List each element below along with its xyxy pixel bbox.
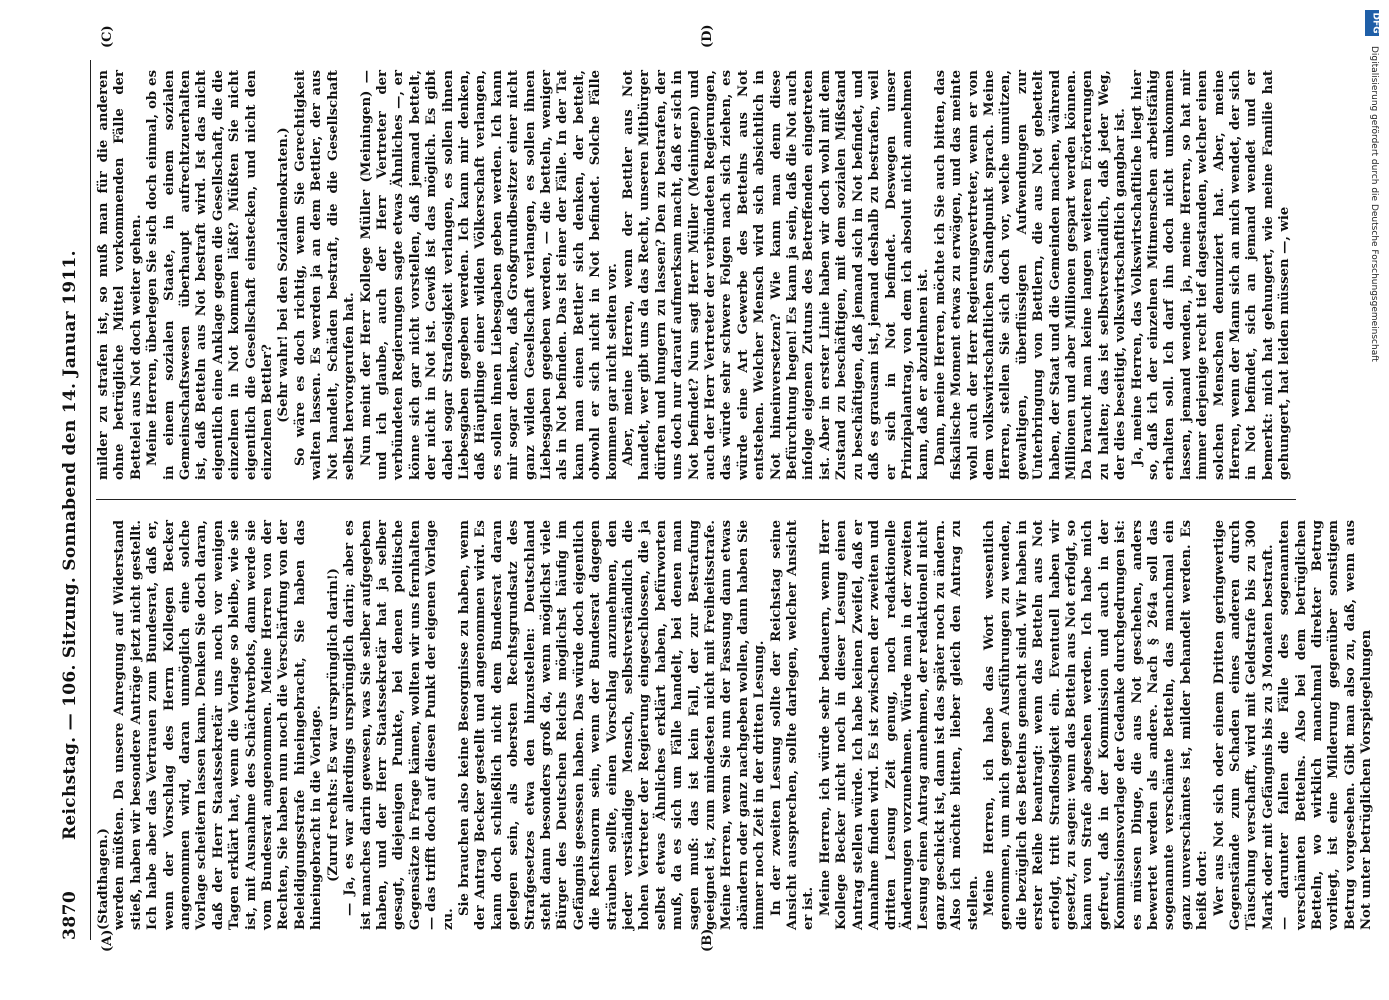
margin-marker-b: (B) — [700, 928, 715, 952]
speaker-tag: (Stadthagen.) — [96, 828, 111, 930]
paragraph: In der zweiten Lesung sollte der Reichstag seine Ansicht aussprechen, sollte darlegen, welcher Ansicht er ist. — [768, 520, 817, 930]
page-header — [60, 60, 86, 940]
paragraph: — darunter fallen die Fälle des sogenannten verschämten Bettelns. Also bei dem betrüglichen Betteln, wo wirklich manchmal direkter Betrug vorliegt, ist eine Milderung gegenüber sonstigem Betrug vorgesehen. Gibt man also zu, daß, wenn aus Not unter betrüglichen Vorspiegelungen — [1277, 520, 1375, 930]
page-number: 3870 — [60, 890, 80, 940]
margin-marker-a: (A) — [100, 929, 115, 952]
paragraph: Meine Herren, ich würde sehr bedauern, wenn Herr Kollege Becker nicht noch in dieser Lesung einen Antrag stellen würde. Ich habe keinen Zweifel, daß er Annahme finden wird. Es ist zwischen der zweiten und dritten Lesung Zeit genug, noch redaktionelle Änderungen vorzunehmen. Würde man in der zweiten Lesung einen Antrag annehmen, der redaktionell nicht ganz geschickt ist, dann ist das später noch zu ändern. Also ich möchte bitten, lieber gleich den Antrag zu stellen. — [817, 520, 981, 930]
text-column-right — [96, 70, 1296, 480]
margin-marker-c: (C) — [100, 25, 115, 48]
margin-marker-d: (D) — [700, 24, 715, 48]
paragraph: Meine Herren, ich habe das Wort wesentlich genommen, um mich gegen Ausführungen zu wenden, die bezüglich des Bettelns gemacht sind. Wir haben in erster Reihe beantragt: wenn das Betteln aus Not erfolgt, tritt Straflosigkeit ein. Eventuell haben wir gesetzt, zu sagen: wenn das Betteln aus Not erfolgt, so kann von Strafe abgesehen werden. Ich habe mich gefreut, daß in der Kommission und auch in der Kommissionsvorlage der Gedanke durchgedrungen ist: es müssen Dinge, die aus Not geschehen, anders bewertet werden als andere. Nach § 264a soll das sogenannte verschämte Betteln, das manchmal ein ganz unverschämtes ist, milder behandelt werden. Es heißt dort: — [981, 520, 1211, 930]
text-column-left — [96, 520, 1375, 930]
paragraph: Dann, meine Herren, möchte ich Sie auch bitten, das fiskalische Moment etwas zu erwägen, und das meinte wohl auch der Herr Regierungsvertreter, wenn er von dem volkswirtschaftlichen Standpunkt sprach. Meine Herren, stellen Sie sich doch vor, welche unnützen, gewaltigen, überflüssigen Aufwendungen zur Unterbringung von Bettlern, die aus Not gebettelt haben, der Staat und die Gemeinden machen, während Millionen und aber Millionen gespart werden können. Da braucht man keine langen weiteren Erörterungen zu halten; das ist selbstverständlich, daß jeder Weg, der dies beseitigt, volkswirtschaftlich gangbar ist. — [932, 70, 1129, 480]
column-divider — [96, 499, 1296, 500]
digitization-credit — [1365, 10, 1379, 990]
dfg-logo: DFG — [1365, 10, 1379, 36]
credit-text: Digitalisierung gefördert durch die Deutsche Forschungsgemeinschaft — [1369, 46, 1379, 362]
paragraph: So wäre es doch richtig, wenn Sie Gerechtigkeit walten lassen. Es werden ja an dem Bettler, der aus Not handelt, Schäden bestraft, die die Gesellschaft selbst hervorgerufen hat. — [292, 70, 358, 480]
paragraph: — Ja, es war allerdings ursprünglich darin; aber es ist manches darin gewesen, was Sie selber aufgegeben haben, und der Herr Staatssekretär hat ja selber gesagt, diejenigen Punkte, bei denen politische Gegensätze in Frage kämen, wollten wir uns fernhalten — das trifft doch auf diesen Punkt der eigenen Vorlage zu. — [342, 520, 456, 930]
paragraph: Aber, meine Herren, wenn der Bettler aus Not handelt, wer gibt uns da das Recht, unseren Mitbürger dürften und hungern zu lassen? Den zu bestrafen, der uns doch nur darauf aufmerksam macht, daß er sich in Not befindet? Nun sagt Herr Müller (Meiningen) und auch der Herr Vertreter der verbündeten Regierungen, das würde sehr schwere Folgen nach sich ziehen, es würde eine Art Gewerbe des Bettelns aus Not entstehen. Welcher Mensch wird sich absichtlich in Not hineinversetzen? Wie kann man denn diese Befürchtung hegen! Es kann ja sein, daß die Not auch infolge eigenen Zutuns des Betreffenden eingetreten ist. Aber in erster Linie haben wir doch wohl mit dem Zustand zu beschäftigen, mit dem sozialen Mißstand zu beschäftigen, daß jemand sich in Not befindet, und daß es grausam ist, jemand deshalb zu bestrafen, weil er sich in Not befindet. Deswegen unser Prinzipalantrag, von dem ich absolut nicht annehmen kann, daß er abzulehnen ist. — [621, 70, 932, 480]
interjection: (Zuruf rechts: Es war ursprünglich darin!) — [325, 568, 341, 882]
page-title: Reichstag. — 106. Sitzung. Sonnabend den 14. Januar 1911. — [60, 250, 80, 840]
paragraph: Nun meint der Herr Kollege Müller (Meiningen) — und ich glaube, auch der Herr Vertreter der verbündeten Regierungen sagte etwas Ähnliches —, er könne sich gar nicht vorstellen, daß jemand bettelt, der nicht in Not ist. Gewiß ist das möglich. Es gibt dabei sogar Straflosigkeit verlangen, es sollen ihnen Liebesgaben gegeben werden. Ich kann mir denken, daß Häuptlinge einer wilden Völkerschaft verlangen, es sollen ihnen Liebesgaben geben werden. Ich kann mir sogar denken, daß Großgrundbesitzer einer nicht ganz wilden Gesellschaft verlangen, es sollen ihnen Liebesgaben gegeben werden, — die betteln, weniger als in Not befinden. Das ist einer der Fälle. In der Tat kann man einen Bettler sich denken, der bettelt, obwohl er sich nicht in Not befindet. Solche Fälle kommen gar nicht selten vor. — [358, 70, 620, 480]
paragraph: Meine Herren, überlegen Sie sich doch einmal, ob es in einem sozialen Staate, in einem sozialen Gemeinschaftswesen überhaupt aufrechtzuerhalten ist, daß Betteln aus Not bestraft wird. Ist das nicht eigentlich eine Anklage gegen die Gesellschaft, die die einzelnen in Not kommen läßt? Müßten Sie nicht eigentlich die Gesellschaft einstecken, und nicht den einzelnen Bettler? — [145, 70, 276, 480]
paragraph: milder zu strafen ist, so muß man für die anderen ohne betrügliche Mittel vorkommenden Fälle der Bettelei aus Not doch weiter gehen. — [96, 70, 144, 480]
interjection: (Sehr wahr! bei den Sozialdemokraten.) — [276, 127, 292, 423]
quotation: Wer aus Not sich oder einem Dritten geringwertige Gegenstände zum Schaden eines anderen durch Täuschung verschafft, wird mit Geldstrafe bis zu 300 Mark oder mit Gefängnis bis zu 3 Monaten bestraft. — [1211, 520, 1276, 930]
header-rule — [90, 60, 91, 940]
paragraph: Sie brauchen also keine Besorgnisse zu haben, wenn der Antrag Becker gestellt und angenommen wird. Es kann doch schließlich nicht dem Bundesrat daran gelegen sein, als obersten Rechtsgrundsatz des Strafgesetzes etwa den hinzustellen: Deutschland steht dann besonders groß da, wenn möglichst viele Bürger des Deutschen Reichs möglichst häufig im Gefängnis gesessen haben. Das würde doch eigentlich die Rechtsnorm sein, wenn der Bundesrat dagegen sträuben sollte, einen Vorschlag anzunehmen, den jeder verständige Mensch, selbstverständlich die hohen Vertreter der Regierung eingeschlossen, die ja selbst etwas Ähnliches erklärt haben, befürworten muß, da es sich um Fälle handelt, bei denen man sagen muß: das ist kein Fall, der zur Bestrafung geeignet ist, zum mindesten nicht mit Freiheitsstrafe. Meine Herren, wenn Sie nun der Fassung dann etwas abändern oder ganz nachgeben wollen, dann haben Sie immer noch Zeit in der dritten Lesung. — [456, 520, 768, 930]
paragraph: Ja, meine Herren, das Volkswirtschaftliche liegt hier so, daß ich der einzelnen Mitmenschen arbeitsfähig erhalten soll. Ich darf ihn doch nicht umkommen lassen, jemand wenden, ja, meine Herren, so hat mir immer derjenige recht tief dagestanden, welcher einen solchen Menschen denunziert hat. Aber, meine Herren, wenn der Mann sich an mich wendet, der sich in Not befindet, sich an jemand wendet und er bemerkt: mich hat gehungert, wie meine Familie hat gehungert, hat leiden müssen —, wie — [1129, 70, 1293, 480]
paragraph: werden müßten. Da unsere Anregung auf Widerstand stieß, haben wir besondere Anträge jetzt nicht gestellt. Ich habe aber das Vertrauen zum Bundesrat, daß er, wenn der Vorschlag des Herrn Kollegen Becker angenommen wird, daran unmöglich eine solche Vorlage scheitern lassen kann. Denken Sie doch daran, daß der Herr Staatssekretär uns noch vor wenigen Tagen erklärt hat, wenn die Vorlage so bleibe, wie sie ist, mit Ausnahme des Schächtverbots, dann werde sie vom Bundesrat angenommen. Meine Herren von der Rechten, Sie haben nun noch die Verschärfung von der Beleidigungsstrafe hineingebracht, Sie haben das hineingebracht in die Vorlage. — [112, 520, 325, 930]
